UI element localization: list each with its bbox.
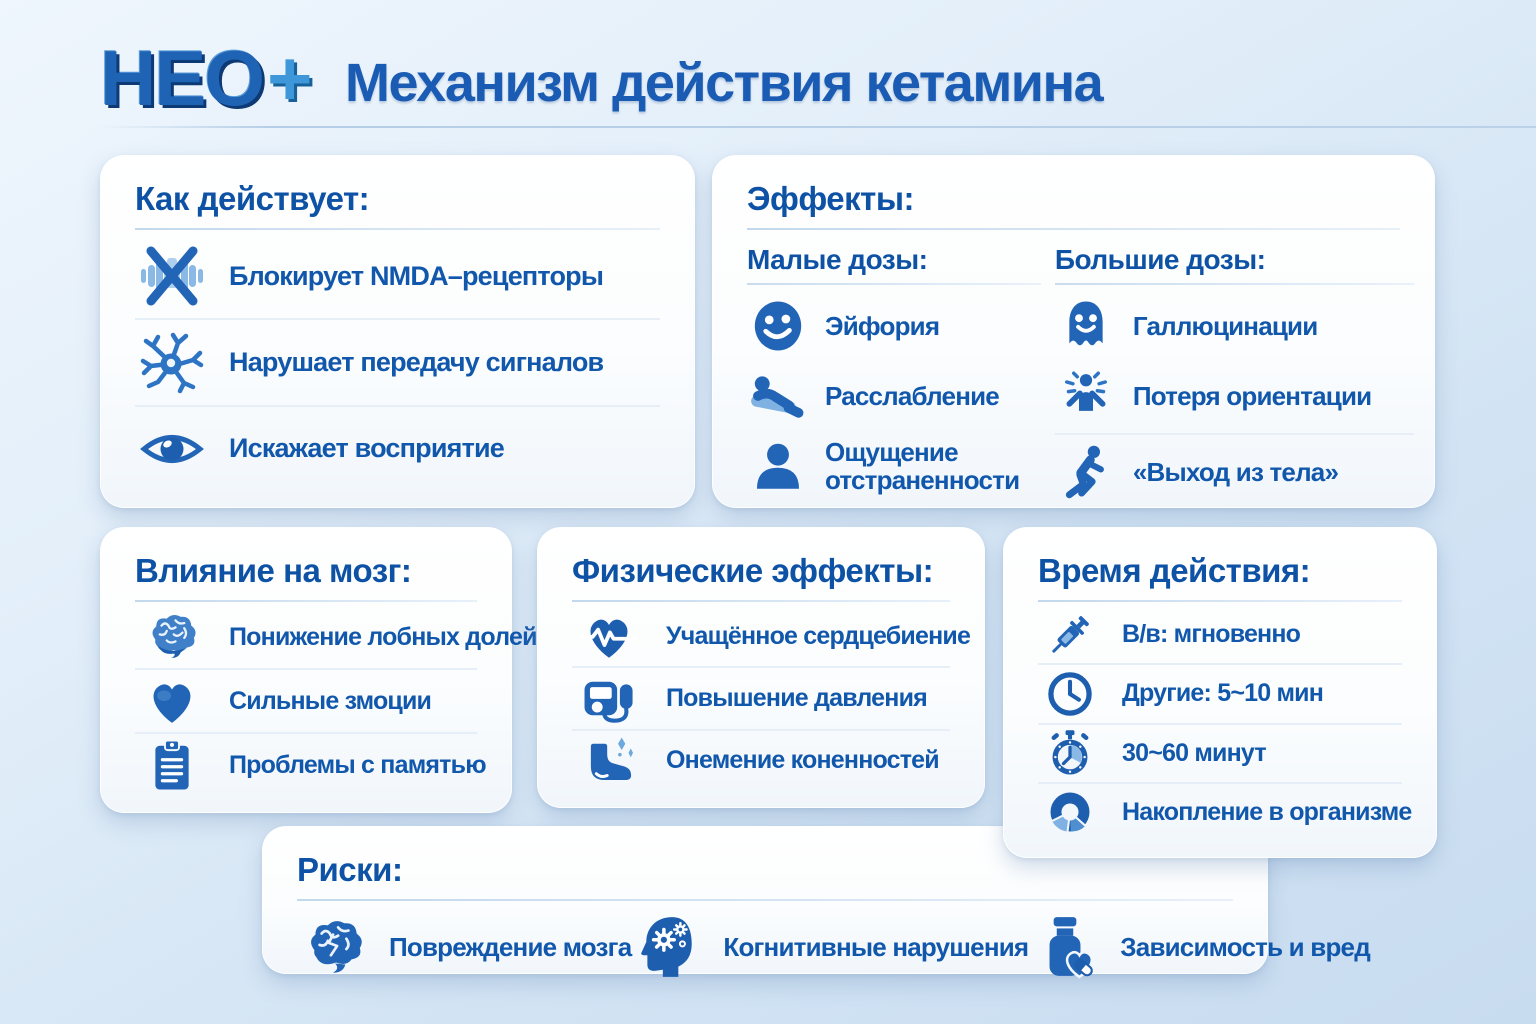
title-divider — [572, 600, 950, 602]
list-item — [572, 729, 950, 791]
card-duration — [1003, 527, 1437, 858]
list-item — [297, 914, 631, 980]
large-doses-column — [1055, 244, 1414, 507]
list-item — [572, 606, 971, 666]
out-of-body-icon — [1055, 444, 1117, 500]
list-item — [135, 732, 486, 796]
syringe-icon — [1038, 609, 1102, 661]
item-label: Нарушает передачу сигналов — [229, 346, 604, 377]
list-item — [572, 666, 950, 728]
item-label: Повреждение мозга — [389, 931, 632, 962]
title-divider — [1038, 600, 1402, 602]
list-item — [747, 431, 1041, 501]
list-item — [1055, 437, 1414, 507]
nmda-receptor-blocked-icon — [135, 244, 209, 308]
item-label: Учащённое сердцебиение — [666, 621, 971, 650]
smiley-face-icon — [747, 298, 809, 354]
small-doses-column — [747, 244, 1041, 507]
title-divider — [297, 899, 1233, 901]
card-how-it-works — [100, 155, 695, 508]
item-label: Ощущение отстраненности — [825, 436, 1020, 495]
heart-icon — [135, 673, 209, 729]
item-label: Галлюцинации — [1132, 310, 1318, 341]
neuron-icon — [135, 330, 209, 394]
item-label: Искажает восприятие — [229, 433, 505, 464]
list-item — [747, 361, 1041, 431]
clipboard-icon — [135, 737, 209, 793]
logo-plus-sign: + — [267, 34, 311, 122]
item-label: Зависимость и вред — [1120, 931, 1370, 962]
eye-icon — [135, 417, 209, 481]
heartbeat-icon — [572, 607, 646, 665]
list-item — [1038, 606, 1402, 663]
column-divider — [747, 283, 1041, 285]
damaged-brain-icon — [297, 914, 371, 980]
item-label: В/в: мгновенно — [1122, 620, 1301, 649]
card-title: Риски: — [297, 851, 403, 888]
title-divider — [135, 228, 660, 230]
item-label: Накопление в организме — [1122, 797, 1412, 826]
list-item — [135, 234, 660, 318]
person-bust-icon — [747, 438, 809, 494]
list-item — [135, 405, 660, 491]
item-label: Проблемы с памятью — [229, 750, 486, 779]
item-label: Сильные змоции — [229, 686, 432, 715]
item-label: Потеря ориентации — [1132, 380, 1372, 411]
item-label: Расслабление — [825, 380, 999, 411]
list-item — [1055, 291, 1414, 361]
list-item — [1055, 361, 1414, 431]
disoriented-person-icon — [1055, 368, 1117, 424]
pill-bottle-icon — [1028, 914, 1102, 980]
column-title: Малые дозы: — [747, 244, 928, 275]
page-title: Механизм действия кетамина — [345, 53, 1103, 113]
card-title: Влияние на мозг: — [135, 552, 412, 589]
list-item — [1028, 914, 1370, 980]
donut-chart-icon — [1038, 786, 1102, 838]
list-item — [631, 914, 1028, 980]
card-physical-effects — [537, 527, 985, 808]
item-label: 30~60 минут — [1122, 738, 1266, 767]
card-title: Время действия: — [1038, 552, 1311, 589]
card-title: Физические эффекты: — [572, 552, 934, 589]
column-divider — [1055, 283, 1414, 285]
numb-foot-icon — [572, 732, 646, 790]
list-item — [135, 668, 477, 732]
blood-pressure-icon — [572, 669, 646, 727]
row-divider — [1055, 433, 1414, 435]
item-label: Онемение коненностей — [666, 746, 939, 775]
item-label: Эйфория — [825, 310, 940, 341]
item-label: Понижение лобных долей — [229, 622, 537, 651]
column-title: Большие дозы: — [1054, 244, 1266, 275]
title-divider — [747, 228, 1400, 230]
ghost-icon — [1055, 298, 1117, 354]
list-item — [135, 606, 537, 668]
head-gears-icon — [631, 914, 705, 980]
item-label: Когнитивные нарушения — [723, 931, 1029, 962]
list-item — [135, 318, 660, 404]
title-divider — [135, 600, 477, 602]
card-title: Как действует: — [135, 180, 370, 217]
list-item — [1038, 723, 1402, 782]
card-effects — [712, 155, 1435, 508]
item-label: Другие: 5~10 мин — [1122, 679, 1324, 708]
item-label: «Выход из тела» — [1132, 456, 1339, 487]
list-item — [747, 291, 1041, 361]
list-item — [1038, 663, 1402, 722]
logo-text: НЕО — [100, 34, 264, 122]
stopwatch-icon — [1038, 727, 1102, 779]
neo-plus-logo — [100, 36, 311, 120]
item-label: Повышение давления — [666, 683, 927, 712]
reclining-person-icon — [747, 368, 809, 424]
item-label: Блокирует NMDA–рецепторы — [229, 260, 604, 291]
brain-icon — [135, 609, 209, 665]
list-item — [1038, 782, 1412, 841]
card-title: Эффекты: — [747, 180, 914, 217]
clock-icon — [1038, 668, 1102, 720]
header-divider — [100, 126, 1536, 128]
card-brain-impact — [100, 527, 537, 813]
